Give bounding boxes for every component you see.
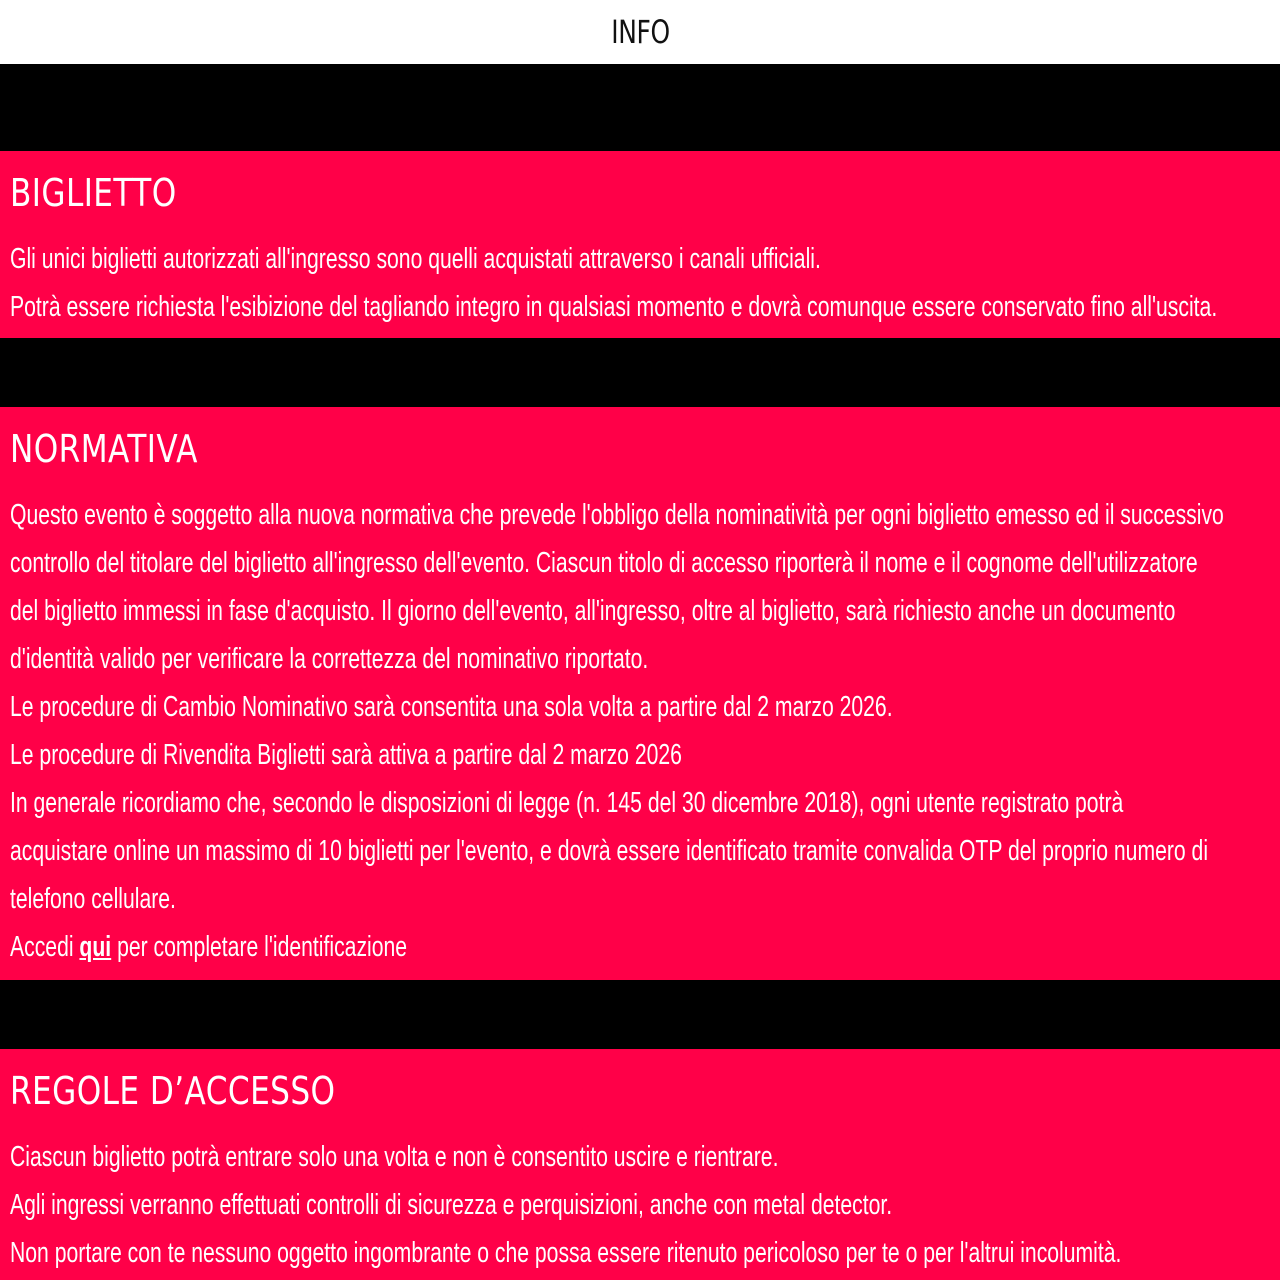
text-line: telefono cellulare.	[10, 883, 176, 915]
section-biglietto	[0, 151, 1280, 338]
section-title-normativa: NORMATIVA	[10, 427, 198, 471]
text-line: Ciascun biglietto potrà entrare solo una volta e non è consentito uscire e rientrare.	[10, 1141, 779, 1173]
text-line: controllo del titolare del biglietto all'ingresso dell'evento. Ciascun titolo di accesso riporterà il nome e il cognome dell'utilizzatore	[10, 547, 1198, 579]
text-line: acquistare online un massimo di 10 biglietti per l'evento, e dovrà essere identificato tramite convalida OTP del proprio numero di	[10, 835, 1209, 867]
section-body-biglietto	[10, 235, 1258, 331]
text-line: Potrà essere richiesta l'esibizione del tagliando integro in qualsiasi momento e dovrà comunque essere conservato fino all'uscita.	[10, 291, 1218, 323]
text-line: Le procedure di Cambio Nominativo sarà consentita una sola volta a partire dal 2 marzo 2026.	[10, 691, 893, 723]
text-line: Questo evento è soggetto alla nuova normativa che prevede l'obbligo della nominatività per ogni biglietto emesso ed il successivo	[10, 499, 1224, 531]
access-text-after: per completare l'identificazione	[111, 931, 408, 963]
page-title: INFO	[610, 13, 670, 51]
section-body-regole-accesso	[10, 1133, 1258, 1277]
text-line: Le procedure di Rivendita Biglietti sarà attiva a partire dal 2 marzo 2026	[10, 739, 682, 771]
access-text-before: Accedi	[10, 931, 80, 963]
text-line: In generale ricordiamo che, secondo le disposizioni di legge (n. 145 del 30 dicembre 2018), ogni utente registrato potrà	[10, 787, 1124, 819]
section-title-regole-accesso: REGOLE D’ACCESSO	[10, 1069, 336, 1113]
section-body-normativa	[10, 491, 1258, 971]
text-line: Non portare con te nessuno oggetto ingombrante o che possa essere ritenuto pericoloso per te o per l'altrui incolumità.	[10, 1237, 1122, 1269]
page-header	[0, 0, 1280, 64]
text-line: d'identità valido per verificare la correttezza del nominativo riportato.	[10, 643, 649, 675]
text-line: Agli ingressi verranno effettuati controlli di sicurezza e perquisizioni, anche con metal detector.	[10, 1189, 893, 1221]
access-line	[10, 923, 1258, 971]
section-regole-accesso	[0, 1049, 1280, 1280]
text-line: del biglietto immessi in fase d'acquisto. Il giorno dell'evento, all'ingresso, oltre al biglietto, sarà richiesto anche un documento	[10, 595, 1176, 627]
section-title-biglietto: BIGLIETTO	[10, 171, 177, 215]
section-normativa	[0, 407, 1280, 980]
identification-link[interactable]: qui	[79, 931, 112, 963]
text-line: Gli unici biglietti autorizzati all'ingresso sono quelli acquistati attraverso i canali ufficiali.	[10, 243, 821, 275]
